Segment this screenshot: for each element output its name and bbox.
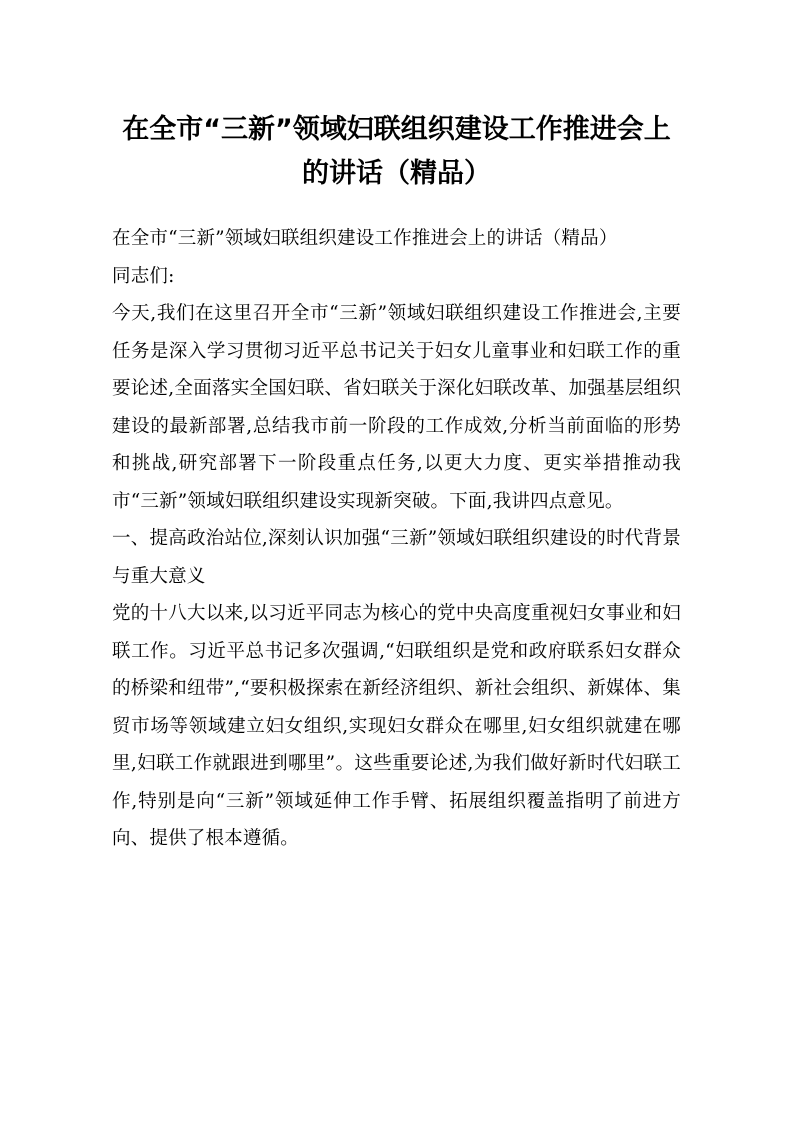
paragraph: 今天,我们在这里召开全市“三新”领域妇联组织建设工作推进会,主要任务是深入学习贯彻习近平总书记关于妇女儿童事业和妇联工作的重要论述,全面落实全国妇联、省妇联关于深化妇联改革、加强基层组织建设的最新部署,总结我市前一阶段的工作成效,分析当前面临的形势和挑战,研究部署下一阶段重点任务,以更大力度、更实举措推动我市“三新”领域妇联组织建设实现新突破。下面,我讲四点意见。 <box>112 303 681 512</box>
paragraph: 同志们: <box>112 265 175 287</box>
document-body <box>112 220 681 858</box>
paragraph: 一、提高政治站位,深刻认识加强“三新”领域妇联组织建设的时代背景与重大意义 <box>112 528 681 587</box>
paragraph: 在全市“三新”领域妇联组织建设工作推进会上的讲话（精品） <box>112 228 618 249</box>
page-title: 在全市“三新”领域妇联组织建设工作推进会上的讲话（精品） <box>122 114 671 189</box>
paragraph: 党的十八大以来,以习近平同志为核心的党中央高度重视妇女事业和妇联工作。习近平总书记多次强调,“妇联组织是党和政府联系妇女群众的桥梁和纽带”,“要积极探索在新经济组织、新社会组织、新媒体、集贸市场等领域建立妇女组织,实现妇女群众在哪里,妇女组织就建在哪里,妇联工作就跟进到哪里”。这些重要论述,为我们做好新时代妇联工作,特别是向“三新”领域延伸工作手臂、拓展组织覆盖指明了前进方向、提供了根本遵循。 <box>112 603 681 849</box>
